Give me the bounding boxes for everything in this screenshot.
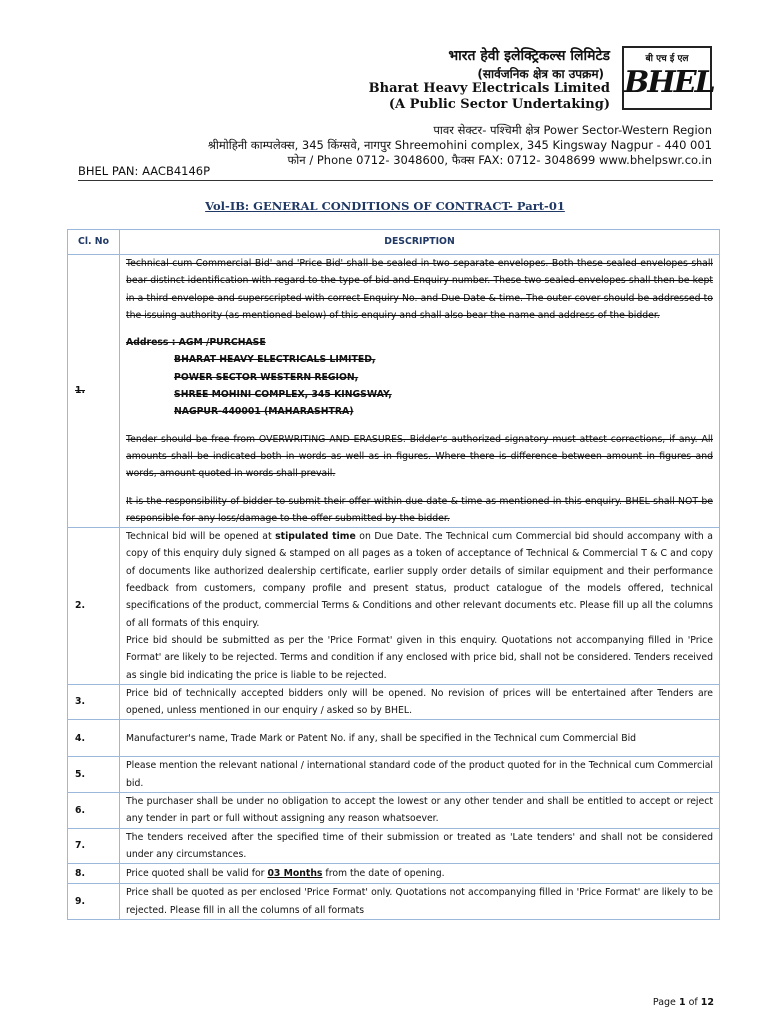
clause-number: 8. <box>68 864 120 884</box>
clause-number: 6. <box>68 793 120 829</box>
clause-description: Price bid of technically accepted bidders only will be opened. No revision of prices will be entertained after Tenders are opened, unless mentioned in our enquiry / asked so by BHEL. <box>120 684 720 720</box>
clauses-table <box>67 229 720 920</box>
clause-number: 2. <box>68 528 120 685</box>
bhel-logo <box>622 46 712 110</box>
clause-number: 3. <box>68 684 120 720</box>
clause-number: 1. <box>68 255 120 528</box>
clause-number: 5. <box>68 757 120 793</box>
clause-paragraph: Price bid should be submitted as per the 'Price Format' given in this enquiry. Quotations not accompanying filled in 'Price Format' are likely to be rejected. Terms and condition if any enclosed with price bid, shall not be considered. Tenders received as single bid indicating the price is liable to be rejected. <box>126 634 713 681</box>
logo-english-text: BHEL <box>624 65 714 100</box>
emphasis-text: stipulated time <box>275 531 356 543</box>
table-header-row <box>68 230 720 255</box>
table-row <box>68 793 720 829</box>
address-line: BHARAT HEAVY ELECTRICALS LIMITED, <box>174 354 376 366</box>
header-divider <box>78 180 713 181</box>
table-row <box>68 684 720 720</box>
page-number: Page 1 of 12 <box>652 997 714 1008</box>
address-line: SHREE MOHINI COMPLEX, 345 KINGSWAY, <box>174 389 392 401</box>
contact-line: फोन / Phone 0712- 3048600, फैक्स FAX: 0712- 3048699 www.bhelpswr.co.in <box>287 153 712 167</box>
table-row <box>68 255 720 528</box>
address-line: श्रीमोहिनी काम्पलेक्स, 345 किंग्सवे, नागपुर Shreemohini complex, 345 Kingsway Nagpur - 440 001 <box>207 138 712 152</box>
address-line: POWER SECTOR WESTERN REGION, <box>174 371 359 383</box>
document-title: Vol-IB: GENERAL CONDITIONS OF CONTRACT- Part-01 <box>205 199 565 213</box>
table-row <box>68 884 720 920</box>
company-subtitle: (A Public Sector Undertaking) <box>388 97 610 112</box>
clause-description <box>120 528 720 685</box>
letterhead <box>0 40 770 180</box>
address-label: Address : AGM /PURCHASE <box>126 337 266 349</box>
table-row <box>68 864 720 884</box>
company-subtitle-hindi: (सार्वजनिक क्षेत्र का उपक्रम) <box>477 67 604 81</box>
clause-description: Price quoted shall be valid for 03 Months from the date of opening. <box>120 864 720 884</box>
header-clause-no: Cl. No <box>68 230 120 255</box>
table-row <box>68 528 720 685</box>
table-row <box>68 757 720 793</box>
clause-paragraph: Technical bid will be opened at stipulated time on Due Date. The Technical cum Commercial bid should accompany with a copy of this enquiry duly signed & stamped on all pages as a token of acceptance of Technical & Commercial T & C and copy of documents like authorized dealership certificate, earlier supply order details of similar equipment and their performance feedback from customers, company profile and present status, product catalogue of the models offered, technical specifications of the product, commercial Terms & Conditions and other relevant documents etc. Please fill up all the columns of all formats of this enquiry. <box>126 531 713 629</box>
company-name-hindi: भारत हेवी इलेक्ट्रिकल्स लिमिटेड <box>448 48 610 64</box>
clause-description: Please mention the relevant national / international standard code of the product quoted for in the Technical cum Commercial bid. <box>120 757 720 793</box>
clause-paragraph: It is the responsibility of bidder to submit their offer within due date & time as mentioned in this enquiry. BHEL shall NOT be responsible for any loss/damage to the offer submitted by the bidder. <box>126 495 713 524</box>
clause-number: 7. <box>68 828 120 864</box>
validity-period: 03 Months <box>267 868 323 880</box>
clause-paragraph: Technical cum Commercial Bid' and 'Price Bid' shall be sealed in two separate envelopes. Both these sealed envelopes shall bear distinct identification with regard to the type of bid and Enquiry number. These two sealed envelopes shall then be kept in a third envelope and superscripted with correct Enquiry No. and Due Date & time. The outer cover should be addressed to the issuing authority (as mentioned below) of this enquiry and shall also bear the name and address of the bidder. <box>126 258 713 321</box>
purchase-address <box>126 334 713 420</box>
table-row <box>68 720 720 757</box>
logo-hindi-text: बी एच ई एल <box>645 54 689 64</box>
clause-description: The tenders received after the specified time of their submission or treated as 'Late tenders' and shall not be considered under any circumstances. <box>120 828 720 864</box>
clause-description: Manufacturer's name, Trade Mark or Patent No. if any, shall be specified in the Technical cum Commercial Bid <box>120 720 720 757</box>
clause-description: The purchaser shall be under no obligation to accept the lowest or any other tender and shall be entitled to accept or reject any tender in part or full without assigning any reason whatsoever. <box>120 793 720 829</box>
clause-description <box>120 255 720 528</box>
pan-number: BHEL PAN: AACB4146P <box>78 164 211 178</box>
address-line: NAGPUR-440001 (MAHARASHTRA) <box>174 406 354 418</box>
clause-number: 9. <box>68 884 120 920</box>
region-line: पावर सेक्टर- पश्चिमी क्षेत्र Power Sector-Western Region <box>433 123 712 137</box>
clause-description: Price shall be quoted as per enclosed 'Price Format' only. Quotations not accompanying filled in 'Price Format' are likely to be rejected. Please fill in all the columns of all formats <box>120 884 720 920</box>
company-name: Bharat Heavy Electricals Limited <box>368 81 610 96</box>
header-description: DESCRIPTION <box>120 230 720 255</box>
clause-number: 4. <box>68 720 120 757</box>
table-row <box>68 828 720 864</box>
clause-paragraph: Tender should be free from OVERWRITING AND ERASURES. Bidder's authorized signatory must attest corrections, if any. All amounts shall be indicated both in words as well as in figures. Where there is difference between amount in figures and words, amount quoted in words shall prevail. <box>126 433 713 480</box>
